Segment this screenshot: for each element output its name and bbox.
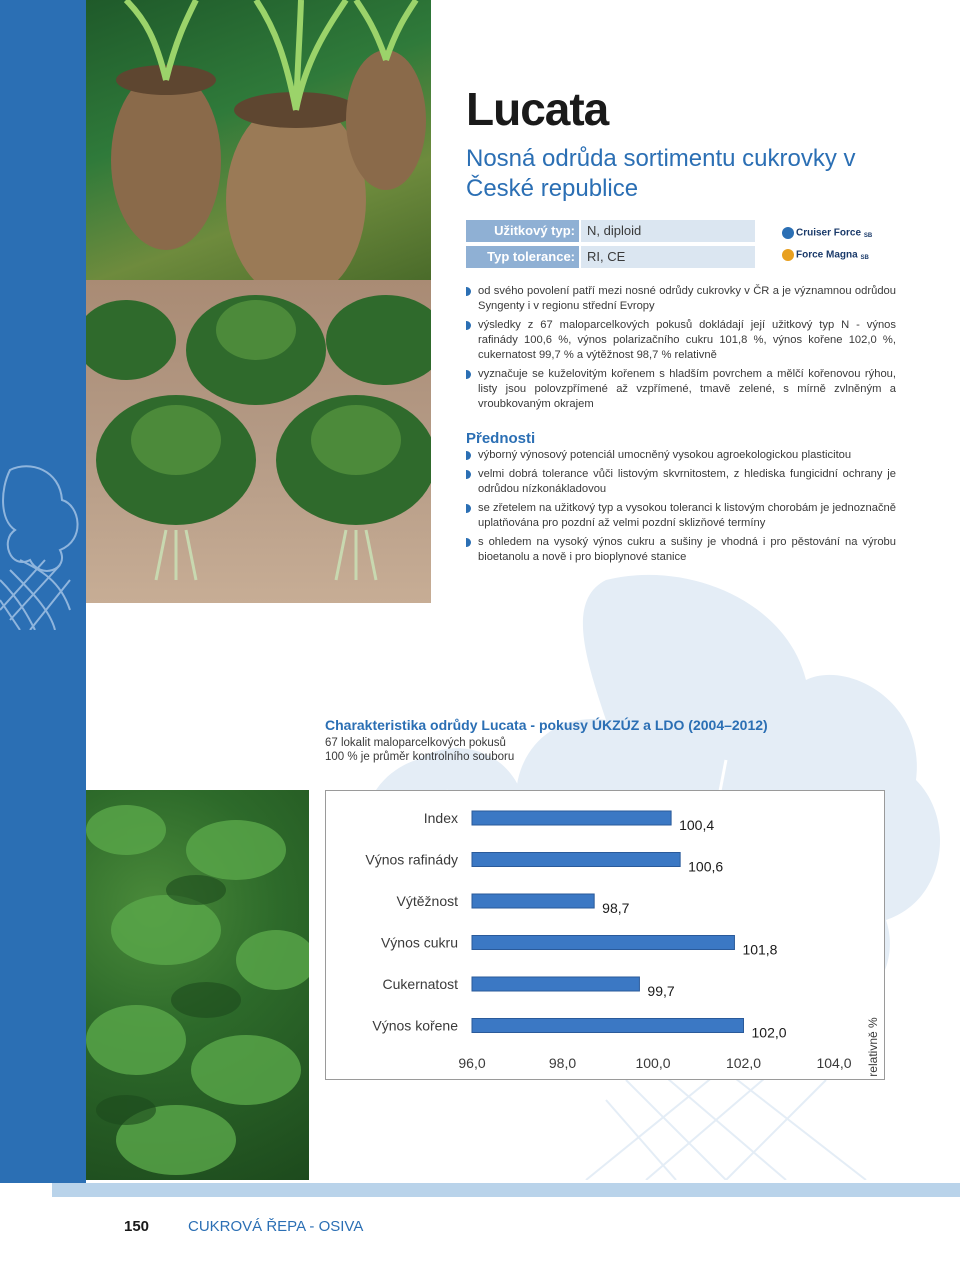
- footer-section: CUKROVÁ ŘEPA - OSIVA: [188, 1218, 364, 1235]
- bullet-icon: [466, 538, 471, 547]
- category-label: Výtěžnost: [396, 893, 458, 909]
- list-item: [466, 467, 896, 497]
- page-title: Lucata: [466, 83, 609, 135]
- value-label: 101,8: [742, 941, 778, 958]
- logo-force-magna: [782, 249, 869, 265]
- beet-outline-icon: [0, 460, 86, 630]
- value-label: 98,7: [602, 900, 630, 916]
- bottom-color-band: [52, 1183, 960, 1197]
- bar: [472, 936, 734, 950]
- category-label: Výnos rafinády: [365, 851, 458, 868]
- info-label: Typ tolerance:: [466, 246, 579, 268]
- photo-beet-leaves: [86, 790, 309, 1180]
- seedling-pots-illustration: [86, 0, 431, 280]
- bar: [472, 894, 594, 908]
- chart-frame: [325, 790, 885, 1080]
- list-item-text: se zřetelem na užitkový typ a vysokou toleranci k listovým chorobám je jednoznačně uplatňována pro pozdní až velmi pozdní sklizňové termíny: [478, 502, 896, 529]
- list-item-text: velmi dobrá tolerance vůči listovým skvrnitostem, z hlediska fungicidní ochrany je odrůdou nízkonákladovou: [478, 468, 896, 495]
- list-item: [466, 535, 896, 565]
- logo-text: Force Magna: [796, 249, 858, 261]
- bullet-icon: [466, 321, 471, 330]
- x-axis-label: relativně %: [866, 1017, 880, 1077]
- category-label: Výnos cukru: [380, 934, 458, 951]
- x-tick-label: 96,0: [458, 1055, 486, 1071]
- value-label: 100,6: [688, 858, 724, 875]
- bullet-icon: [466, 370, 471, 379]
- category-label: Index: [423, 810, 458, 826]
- cruiser-force-logo-icon: [782, 227, 794, 239]
- list-item-text: vyznačuje se kuželovitým kořenem s hladším povrchem a mělčí kořenovou rýhou, listy jsou polovzpřímené až vzpřímené, tmavě zelené, s mírně zvlněným a vroubkovaným okrajem: [478, 368, 896, 410]
- photo-seedling-pots: [86, 0, 431, 280]
- category-label: Výnos kořene: [372, 1017, 458, 1034]
- list-item-text: od svého povolení patří mezi nosné odrůdy cukrovky v ČR a je významnou odrůdou Syngenty i v regionu střední Evropy: [478, 285, 896, 312]
- page-number: 150: [124, 1218, 150, 1235]
- advantages-heading: Přednosti: [466, 430, 536, 447]
- beet-rows-illustration: [86, 280, 431, 603]
- list-item: [466, 501, 896, 531]
- list-item: [466, 284, 896, 314]
- list-item-text: výsledky z 67 maloparcelkových pokusů dokládají její užitkový typ N - výnos rafinády 100,6 %, výnos polarizačního cukru 101,8 %, výnos kořene 102,0 %, cukernatost 99,7 % a výtěžnost 98,7 % relativně: [478, 319, 896, 361]
- list-item: [466, 318, 896, 363]
- logo-cruiser-force: [782, 227, 872, 243]
- value-label: 100,4: [679, 817, 715, 833]
- bar: [472, 1019, 744, 1033]
- bullet-icon: [466, 504, 471, 513]
- chart-subtitle-1: 67 lokalit maloparcelkových pokusů: [325, 737, 506, 749]
- bullet-icon: [466, 287, 471, 296]
- x-tick-label: 100,0: [635, 1055, 671, 1071]
- bar: [472, 811, 671, 825]
- bullet-icon: [466, 470, 471, 479]
- logo-text: Cruiser Force: [796, 227, 862, 239]
- bullet-icon: [466, 451, 471, 460]
- list-item-text: s ohledem na vysoký výnos cukru a sušiny je vhodná i pro pěstování na výrobu bioetanolu a nově i pro bioplynové stanice: [478, 536, 896, 563]
- list-item: [466, 448, 896, 463]
- page-subtitle: Nosná odrůda sortimentu cukrovky v České republice: [466, 145, 856, 202]
- bar-chart: [326, 791, 884, 1079]
- logo-suffix: SB: [860, 255, 869, 261]
- list-item-text: výborný výnosový potenciál umocněný vysokou agroekologickou plasticitou: [478, 449, 852, 461]
- x-tick-label: 102,0: [725, 1055, 762, 1071]
- list-item: [466, 367, 896, 412]
- advantages-list: [466, 448, 896, 569]
- x-tick-label: 98,0: [548, 1055, 577, 1071]
- chart-title: Charakteristika odrůdy Lucata - pokusy ÚKZÚZ a LDO (2004–2012): [325, 717, 768, 733]
- info-label: Užitkový typ:: [466, 220, 579, 242]
- value-label: 99,7: [647, 983, 675, 999]
- logo-suffix: SB: [863, 233, 873, 239]
- info-value: RI, CE: [581, 246, 755, 268]
- chart-subtitle-2: 100 % je průměr kontrolního souboru: [325, 751, 515, 763]
- description-list: [466, 284, 896, 416]
- value-label: 102,0: [751, 1024, 787, 1041]
- force-magna-logo-icon: [782, 249, 794, 261]
- category-label: Cukernatost: [382, 976, 458, 992]
- x-tick-label: 104,0: [816, 1055, 852, 1071]
- info-value: N, diploid: [581, 220, 755, 242]
- bar: [472, 977, 639, 991]
- photo-beet-rows: [86, 280, 431, 603]
- bar: [472, 853, 680, 867]
- beet-leaves-illustration: [86, 790, 309, 1180]
